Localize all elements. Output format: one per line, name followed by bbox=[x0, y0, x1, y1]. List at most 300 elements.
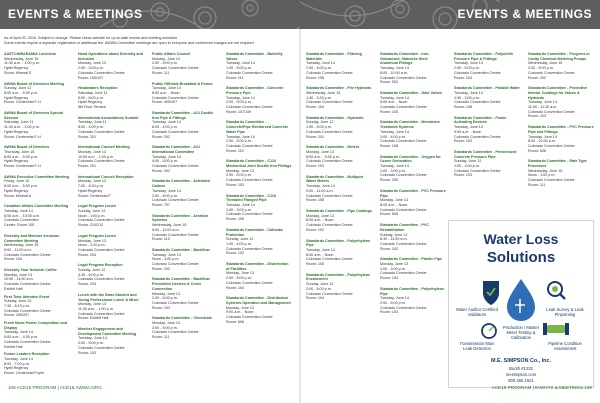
event-title: Standards Committee - Iron, Galvanized, Stainless Steel Aluminum Fittings bbox=[380, 52, 430, 66]
event-entry bbox=[306, 86, 372, 110]
event-entry bbox=[78, 52, 144, 80]
event-detail: 1:00 - 3:00 p.m. bbox=[454, 95, 480, 100]
event-detail: Colorado Convention Center bbox=[4, 282, 51, 287]
event-detail: Room: 103 bbox=[528, 114, 547, 119]
event-title: Standards Committee - Backflow bbox=[152, 247, 210, 252]
ad-caption-1: Water Auditor Certified Validators bbox=[456, 307, 498, 317]
event-detail: Colorado Convention Center bbox=[380, 241, 427, 246]
event-detail: Monday, June 13 bbox=[380, 262, 409, 267]
event-detail: 10:00 a.m. - 1:00 p.m. bbox=[78, 154, 115, 159]
event-entry bbox=[306, 209, 372, 233]
event-detail: Colorado Convention Center bbox=[306, 70, 353, 75]
event-entry bbox=[380, 223, 446, 251]
event-detail: Colorado Convention Center bbox=[4, 339, 51, 344]
event-detail: Monday, June 13 bbox=[226, 168, 255, 173]
event-title: Standards Committee - Polyolefin Pressure Pipe & Fittings bbox=[454, 52, 514, 61]
event-title: Standards Committee - Rate Type Processes bbox=[528, 159, 587, 169]
event-detail: Tuesday, June 14 bbox=[226, 61, 255, 66]
event-title: Diversity and Member Inclusion Committee Meeting bbox=[4, 233, 60, 243]
event-entry bbox=[226, 228, 292, 256]
event-detail: Room: Mineral A bbox=[4, 193, 32, 198]
event-detail: Monday, June 13 bbox=[152, 56, 181, 61]
event-detail: 1:00 - 4:00 p.m. bbox=[226, 241, 252, 246]
event-detail: Tuesday, June 14 bbox=[454, 90, 483, 95]
event-detail: 2:00 - 5:00 p.m. bbox=[78, 341, 104, 346]
event-detail: Room: 104 bbox=[226, 285, 245, 290]
event-detail: 1:00 - 3:00 p.m. bbox=[380, 168, 406, 173]
event-detail: Colorado Convention Center bbox=[380, 271, 427, 276]
event-detail: Room: 103 bbox=[226, 182, 245, 187]
event-entry bbox=[4, 111, 70, 139]
event-detail: Colorado Convention Center bbox=[152, 198, 199, 203]
event-detail: 2:00 - 5:00 p.m. bbox=[152, 296, 178, 301]
event-title: Standards Committee - Filtering Materials bbox=[306, 52, 362, 61]
event-detail: Room: 204 bbox=[78, 252, 97, 257]
event-detail: Colorado Convention Center bbox=[226, 143, 273, 148]
event-detail: Tuesday, June 14 bbox=[78, 336, 107, 341]
event-detail: Colorado Convention Center bbox=[528, 143, 575, 148]
event-detail: 6:00 - 7:00 p.m. bbox=[4, 361, 30, 366]
event-entry bbox=[152, 52, 218, 76]
event-detail: Colorado Convention Center bbox=[226, 178, 273, 183]
event-title: International Council Reception bbox=[78, 174, 134, 179]
event-detail: Tuesday, June 14 bbox=[528, 100, 557, 105]
event-detail: Room: 103 bbox=[152, 305, 171, 310]
event-detail: Tuesday, June 14 bbox=[152, 252, 181, 257]
event-detail: Monday, June 13 bbox=[78, 302, 107, 307]
event-detail: Room: 104 bbox=[380, 276, 399, 281]
event-detail: 4:30 - 6:00 p.m. bbox=[78, 272, 104, 277]
event-detail: Colorado Convention Center bbox=[226, 280, 273, 285]
event-detail: Tuesday, June 14 bbox=[454, 125, 483, 130]
event-detail: Colorado Convention Center bbox=[380, 173, 427, 178]
event-detail: Sunday, June 12 bbox=[380, 232, 408, 237]
event-detail: Room: Centennial F bbox=[78, 193, 111, 198]
event-detail: Colorado Convention Center bbox=[226, 246, 273, 251]
event-detail: 11:30 a.m. - 3:00 p.m. bbox=[4, 125, 40, 130]
event-title: Standards Committee - Cathodic Protection bbox=[226, 227, 284, 237]
event-entry bbox=[152, 316, 218, 340]
event-entry bbox=[306, 145, 372, 169]
event-detail: Room: 105/107 bbox=[78, 75, 104, 80]
event-detail: Tuesday, June 14 bbox=[152, 86, 181, 91]
event-detail: Hyatt Regency bbox=[78, 100, 103, 105]
event-detail: Room: 110 bbox=[226, 148, 244, 153]
event-entry bbox=[306, 239, 372, 267]
event-detail: Monday, June 13 bbox=[152, 321, 181, 326]
event-title: Standards Committee - Protective Interior Coatings for Valves & Hydrants bbox=[528, 86, 588, 100]
event-detail: Tuesday, June 14 bbox=[4, 356, 33, 361]
event-title: Diversity Your Network Coffee bbox=[4, 268, 57, 273]
header-band bbox=[0, 0, 600, 29]
event-entry bbox=[4, 321, 70, 349]
event-title: AWWA Board of Directors Special Session bbox=[4, 111, 64, 120]
event-detail: Saturday, June 11 bbox=[4, 120, 34, 125]
event-detail: 8:30 - 11:00 a.m. bbox=[380, 237, 408, 242]
event-detail: Wednesday, June 15 bbox=[152, 223, 187, 228]
event-detail: Colorado Convention Center bbox=[226, 70, 273, 75]
ad-caption-3: Production / Master Meter Testing & Calibration bbox=[502, 325, 540, 340]
event-detail: Hyatt Regency bbox=[4, 366, 29, 371]
ad-caption-2: Leak Survey & Leak Pinpointing bbox=[546, 307, 584, 317]
event-column bbox=[152, 52, 218, 346]
event-entry bbox=[4, 295, 70, 319]
event-detail: Tuesday, June 14 bbox=[380, 296, 409, 301]
event-detail: 1:30 - 3:30 p.m. bbox=[306, 95, 332, 100]
event-detail: Room: 108 bbox=[306, 75, 325, 80]
event-detail: Tuesday, June 14 bbox=[380, 129, 409, 134]
event-detail: 8:00 - 4:00 p.m. bbox=[78, 125, 104, 130]
event-title: Standards Committee - Gate Valves bbox=[380, 90, 443, 95]
event-detail: Tuesday, June 14 bbox=[226, 202, 255, 207]
event-detail: Sunday, June 12 bbox=[78, 208, 106, 213]
event-detail: Colorado Convention Center bbox=[152, 129, 199, 134]
page-spine bbox=[299, 29, 301, 403]
event-entry bbox=[226, 159, 292, 187]
event-detail: Room: 107/109 bbox=[226, 109, 252, 114]
event-detail: Colorado Convention Center bbox=[152, 262, 199, 267]
event-detail: Colorado Convention Center bbox=[78, 129, 125, 134]
event-title: Standards Committee - Oxygen for Ozone Generation bbox=[380, 154, 441, 164]
event-detail: Colorado Convention Center bbox=[306, 100, 353, 105]
event-detail: Colorado Convention Center bbox=[152, 232, 199, 237]
event-entry bbox=[380, 91, 446, 115]
event-entry bbox=[152, 214, 218, 242]
ad-title-line-1: Water Loss bbox=[483, 231, 559, 247]
event-detail: Room: 606 bbox=[226, 319, 245, 324]
event-title: Standards Committee - A21 Ductile Iron Pipe & Fittings bbox=[152, 111, 214, 120]
event-detail: Friday, June 10 bbox=[4, 179, 30, 184]
event-detail: Noon - 1:30 p.m. bbox=[78, 243, 106, 248]
event-detail: Room: 707 bbox=[152, 202, 171, 207]
event-detail: 2:00 - 5:00 p.m. bbox=[528, 66, 554, 71]
event-entry bbox=[380, 257, 446, 281]
event-detail: Hyatt Regency bbox=[4, 129, 29, 134]
intro-line-2: Some events require a separate registration or additional fee. AWWA Committee meetings are open to everyone and conference badges are not required. bbox=[4, 40, 255, 45]
event-title: Standards Committee - Meters bbox=[306, 145, 360, 150]
event-detail: Tuesday, June 14 bbox=[152, 188, 181, 193]
event-detail: Hyatt Regency bbox=[4, 159, 29, 164]
event-title: AWWA Executive Committee Meeting bbox=[4, 174, 70, 179]
event-detail: Room: 111 bbox=[152, 70, 170, 75]
event-detail: 2:00 - 5:00 p.m. bbox=[226, 100, 252, 105]
event-entry bbox=[4, 145, 70, 169]
event-entry bbox=[454, 150, 520, 178]
water-loss-ad[interactable] bbox=[448, 220, 594, 388]
event-detail: Tuesday, June 14 bbox=[306, 184, 335, 189]
event-detail: Room: 108 bbox=[306, 198, 325, 203]
event-detail: 5th Floor Terrace bbox=[78, 105, 106, 110]
event-detail: Tuesday, June 14 bbox=[528, 134, 557, 139]
event-detail: 8:00 a.m. - Noon bbox=[380, 202, 408, 207]
event-detail: Monday, June 13 bbox=[152, 291, 181, 296]
event-entry bbox=[4, 268, 70, 292]
event-detail: 8:00 a.m. - Noon bbox=[306, 218, 334, 223]
event-detail: 9:00 a.m. - Noon bbox=[380, 100, 408, 105]
event-entry bbox=[78, 293, 144, 321]
ad-company: M.E. SIMPSON Co., Inc. bbox=[491, 358, 551, 364]
event-title: Lunch with the Stars Student and Young Professional Lunch & Mixer bbox=[78, 292, 139, 302]
event-detail: 8:00 a.m. - 5:00 p.m. bbox=[4, 90, 39, 95]
event-entry bbox=[380, 155, 446, 183]
event-detail: Room: 103 bbox=[454, 139, 473, 144]
event-entry bbox=[380, 287, 446, 315]
event-detail: 1:00 - 3:00 p.m. bbox=[380, 266, 406, 271]
event-detail: Monday, June 13 bbox=[226, 305, 255, 310]
event-detail: Room: 104 bbox=[4, 257, 23, 262]
event-detail: Room: 111 bbox=[528, 182, 546, 187]
event-detail: Room: 205/207 bbox=[4, 313, 30, 318]
page-title-right: EVENTS & MEETINGS bbox=[457, 7, 592, 21]
event-title: Standards Committee - A21 International Committee bbox=[152, 145, 201, 154]
event-title: International Associations Summit bbox=[78, 115, 139, 120]
event-detail: Sunday, June 12 bbox=[306, 282, 334, 287]
event-column bbox=[78, 52, 144, 361]
event-detail: 1:00 - 5:00 p.m. bbox=[226, 66, 252, 71]
event-detail: 8:00 a.m. - 5:00 p.m. bbox=[4, 154, 39, 159]
event-entry bbox=[380, 52, 446, 85]
event-detail: Monday, June 13 bbox=[306, 213, 335, 218]
event-detail: 2:00 - 5:00 p.m. bbox=[454, 66, 480, 71]
event-detail: Room: 606 bbox=[528, 148, 547, 153]
event-detail: Tuesday, June 14 bbox=[4, 208, 33, 213]
event-entry bbox=[78, 86, 144, 110]
event-detail: 7:00 - 8:30 p.m. bbox=[78, 184, 104, 189]
event-column bbox=[226, 52, 292, 330]
event-title: First Time Attendee Event bbox=[4, 294, 50, 299]
event-detail: Colorado Convention Center bbox=[380, 305, 427, 310]
event-detail: Room: 201 bbox=[78, 164, 97, 169]
event-title: Standards Committee - Multiport Water Meters bbox=[306, 174, 364, 184]
event-detail: Room: 111 bbox=[226, 75, 244, 80]
event-detail: 8:00 a.m. - 10:00 a.m. bbox=[4, 213, 41, 218]
event-detail: Room: Centennial F-H bbox=[4, 164, 41, 169]
water-drop-icon bbox=[507, 279, 535, 321]
event-detail: Room: 102 bbox=[306, 227, 325, 232]
event-detail: Room: 204 bbox=[78, 282, 97, 287]
gauge-icon bbox=[482, 324, 496, 338]
ad-caption-4: Transmission Main Leak Detection bbox=[459, 341, 495, 351]
event-detail: Colorado Convention Center bbox=[4, 308, 51, 313]
event-detail: 2:00 - 3:00 p.m. bbox=[78, 66, 104, 71]
event-detail: Room: 110 bbox=[152, 237, 170, 242]
event-detail: Colorado Convention Center bbox=[226, 105, 273, 110]
event-detail: Room: 202 bbox=[152, 168, 171, 173]
event-detail: Colorado Convention Center bbox=[306, 257, 353, 262]
event-entry bbox=[380, 189, 446, 217]
event-detail: Colorado Convention Center bbox=[528, 178, 575, 183]
event-entry bbox=[78, 116, 144, 140]
event-entry bbox=[226, 296, 292, 324]
footer-left: 108 ACE16 PROGRAM | ACE16.AWWA.ORG bbox=[8, 385, 102, 390]
shield-icon bbox=[483, 281, 499, 305]
event-title: Standards Committee - Membrane Treatment Systems bbox=[380, 120, 440, 130]
event-detail: Tuesday, June 14 bbox=[306, 61, 335, 66]
event-detail: Room: Centennial F-H bbox=[4, 134, 41, 139]
event-detail: Colorado Convention Center bbox=[528, 70, 575, 75]
event-detail: 9:00 a.m. - Noon bbox=[454, 129, 482, 134]
event-detail: Thursday, June 16 bbox=[4, 149, 35, 154]
event-entry bbox=[226, 86, 292, 114]
ad-caption-5: Pipeline Condition Assessment bbox=[548, 341, 582, 351]
magnifier-icon bbox=[548, 282, 565, 299]
event-detail: 9:00 - 11:00 a.m. bbox=[152, 227, 180, 232]
event-detail: Tuesday, June 14 bbox=[380, 66, 409, 71]
event-title: AWWA Board of Directors bbox=[4, 145, 50, 150]
event-title: Standards Committee - Concrete Pressure Pipe bbox=[226, 86, 284, 95]
event-detail: 8:00 a.m. - Noon bbox=[306, 252, 334, 257]
event-detail: 9:00 - 11:00 a.m. bbox=[306, 188, 334, 193]
event-title: AAETCH/BARAMIA Luncheon bbox=[4, 52, 57, 56]
event-detail: Room: 103 bbox=[78, 350, 97, 355]
event-title: Standards Committee - Potable Water bbox=[454, 86, 520, 91]
event-detail: Room: 202 bbox=[528, 75, 547, 80]
event-detail: Room: 503 bbox=[380, 80, 399, 85]
footer-right: ACE16 PROGRAM | EVENTS & MEETINGS 109 bbox=[491, 385, 592, 390]
event-detail: Colorado Convention Center bbox=[454, 100, 501, 105]
event-title: Standards Committee - Progress in Cavity Chemical Metering Pumps bbox=[528, 52, 590, 61]
event-detail: 8:00 - 10:00 a.m. bbox=[528, 139, 556, 144]
event-title: Standards Committee - Activated Carbon bbox=[152, 179, 210, 189]
event-title: Standards Committee - Hydrants bbox=[306, 115, 364, 120]
event-entry bbox=[380, 120, 446, 148]
event-detail: Colorado Convention Center bbox=[380, 139, 427, 144]
event-detail: Room: Centennial Foyer bbox=[4, 371, 44, 376]
event-detail: Wednesday, June 15 bbox=[4, 56, 39, 61]
event-entry bbox=[306, 116, 372, 140]
event-entry bbox=[4, 204, 70, 228]
event-entry bbox=[454, 52, 520, 80]
event-detail: Room: 201 bbox=[306, 134, 325, 139]
event-detail: 1:00 - 4:00 p.m. bbox=[380, 134, 406, 139]
event-detail: Room: 105 bbox=[380, 109, 399, 114]
event-title: Standards Committee - Power Activating Devices bbox=[454, 115, 507, 125]
event-detail: Colorado Convention Center bbox=[306, 193, 353, 198]
event-detail: Room: 102 bbox=[226, 251, 245, 256]
event-title: Standards Committee - Polyethylene Pipe bbox=[306, 238, 371, 248]
event-detail: 9:00 - 11:00 a.m. bbox=[4, 247, 32, 252]
event-detail: 9:00 a.m. - 4:00 p.m. bbox=[4, 335, 39, 340]
event-detail: Colorado Convention Center bbox=[306, 291, 353, 296]
event-entry bbox=[78, 327, 144, 355]
event-detail: Colorado Convention Center bbox=[78, 277, 125, 282]
intro-line-1: As of April 20, 2016. Subject to change. Please check website for up-to-date events and meeting schedule. bbox=[4, 36, 179, 40]
event-title: Standards Committee - Disinfection of Facilities bbox=[226, 262, 289, 271]
page-title-left: EVENTS & MEETINGS bbox=[8, 7, 143, 21]
event-entry bbox=[306, 175, 372, 203]
event-entry bbox=[78, 204, 144, 228]
event-detail: Sunday, June 12 bbox=[78, 268, 106, 273]
event-entry bbox=[226, 52, 292, 80]
event-detail: Hyatt Regency bbox=[78, 188, 103, 193]
event-detail: Colorado Convention Center bbox=[380, 75, 427, 80]
event-detail: Room: 205 bbox=[380, 178, 399, 183]
event-detail: Colorado Convention Center bbox=[152, 95, 199, 100]
event-detail: Room: 210/212 bbox=[78, 223, 104, 228]
event-entry bbox=[454, 86, 520, 110]
event-detail: 1:00 - 5:00 p.m. bbox=[306, 125, 332, 130]
ad-phone: 800.255.1521 bbox=[508, 378, 534, 383]
event-detail: Colorado Convention Center bbox=[152, 164, 199, 169]
event-detail: Room: 102 bbox=[380, 246, 399, 251]
event-entry bbox=[306, 273, 372, 301]
event-detail: Monday, June 13 bbox=[78, 149, 107, 154]
event-detail: Tuesday, June 14 bbox=[380, 95, 409, 100]
event-entry bbox=[226, 120, 292, 153]
event-detail: Colorado Convention Center bbox=[226, 315, 273, 320]
event-detail: Colorado Convention Center bbox=[78, 345, 125, 350]
event-title: Future Leaders Reception bbox=[4, 352, 50, 357]
event-title: Standards Committee - PVC Pressure Pipe bbox=[380, 188, 446, 198]
event-detail: 8:00 - 10:00 a.m. bbox=[380, 70, 408, 75]
event-title: Standards Committee - Backflow Prevention Devices & Cross Connection bbox=[152, 277, 210, 291]
event-detail: Monday, June 13 bbox=[226, 271, 255, 276]
event-detail: Sunday, June 12 bbox=[454, 159, 482, 164]
event-title: Fresh Ideas Poster Competition and Display bbox=[4, 321, 68, 330]
event-detail: Colorado Convention Center bbox=[226, 212, 273, 217]
event-detail: Noon - 1:00 p.m. bbox=[78, 213, 106, 218]
event-detail: Wednesday, June 15 bbox=[4, 243, 39, 248]
event-detail: Noon - 1:00 p.m. bbox=[528, 173, 556, 178]
event-detail: Room: 103 bbox=[306, 164, 325, 169]
event-detail: 7:30 - 8:15 p.m. bbox=[4, 303, 30, 308]
event-detail: Colorado Convention Center bbox=[306, 129, 353, 134]
event-entry bbox=[152, 179, 218, 207]
event-detail: Room: 105 bbox=[306, 262, 325, 267]
event-title: Standards Committee - PVC Rehabilitation bbox=[380, 223, 429, 232]
event-detail: Colorado Convention Center bbox=[152, 66, 199, 71]
event-detail: Colorado Convention Center bbox=[78, 159, 125, 164]
event-title: Public Officials Breakfast & Forum bbox=[152, 81, 213, 86]
event-detail: Room: 202 bbox=[152, 134, 171, 139]
event-column bbox=[306, 52, 372, 307]
event-entry bbox=[78, 234, 144, 258]
event-detail: 4:00 - 5:00 p.m. bbox=[152, 159, 178, 164]
event-detail: 3:00 - 5:00 p.m. bbox=[152, 325, 178, 330]
event-detail: Room: 104 bbox=[306, 296, 325, 301]
event-detail: Colorado Convention Center bbox=[380, 105, 427, 110]
event-detail: Tuesday, June 14 bbox=[152, 154, 181, 159]
event-detail: Tuesday, June 14 bbox=[4, 330, 33, 335]
event-entry bbox=[4, 234, 70, 262]
event-entry bbox=[4, 52, 70, 76]
event-detail: 1:00 - 4:00 p.m. bbox=[454, 164, 480, 169]
event-detail: Room: 103 bbox=[454, 173, 473, 178]
event-detail: Colorado Convention Center bbox=[528, 109, 575, 114]
event-title: Public Affairs Council bbox=[152, 52, 191, 56]
event-detail: Tuesday, June 14 bbox=[152, 120, 181, 125]
event-detail: Room: 201 bbox=[78, 134, 97, 139]
pipe-icon bbox=[543, 323, 569, 335]
event-detail: Room: Mineral E bbox=[4, 70, 32, 75]
event-detail: Colorado Convention Center bbox=[380, 207, 427, 212]
event-detail: Colorado Convention Center bbox=[78, 247, 125, 252]
event-detail: Hyatt Regency bbox=[4, 188, 29, 193]
event-detail: Colorado Convention Center bbox=[454, 134, 501, 139]
event-detail: Noon - 4:00 p.m. bbox=[152, 257, 180, 262]
event-detail: Colorado Convention Center bbox=[78, 218, 125, 223]
event-detail: Hyatt Regency bbox=[4, 66, 29, 71]
event-entry bbox=[528, 125, 594, 153]
event-detail: Room: 103 bbox=[380, 310, 399, 315]
event-detail: Tuesday, June 14 bbox=[306, 247, 335, 252]
event-detail: Room: 102 bbox=[152, 266, 171, 271]
event-detail: Colorado Convention Center bbox=[454, 168, 501, 173]
event-title: Standards Committee - PVC Pressure Pipe and Fittings bbox=[528, 125, 594, 134]
event-title: Legal Program Lunch bbox=[78, 204, 116, 209]
event-title: Standards Committee - Chemicals bbox=[152, 316, 212, 321]
event-detail: 9:00 a.m. - Noon bbox=[226, 310, 254, 315]
